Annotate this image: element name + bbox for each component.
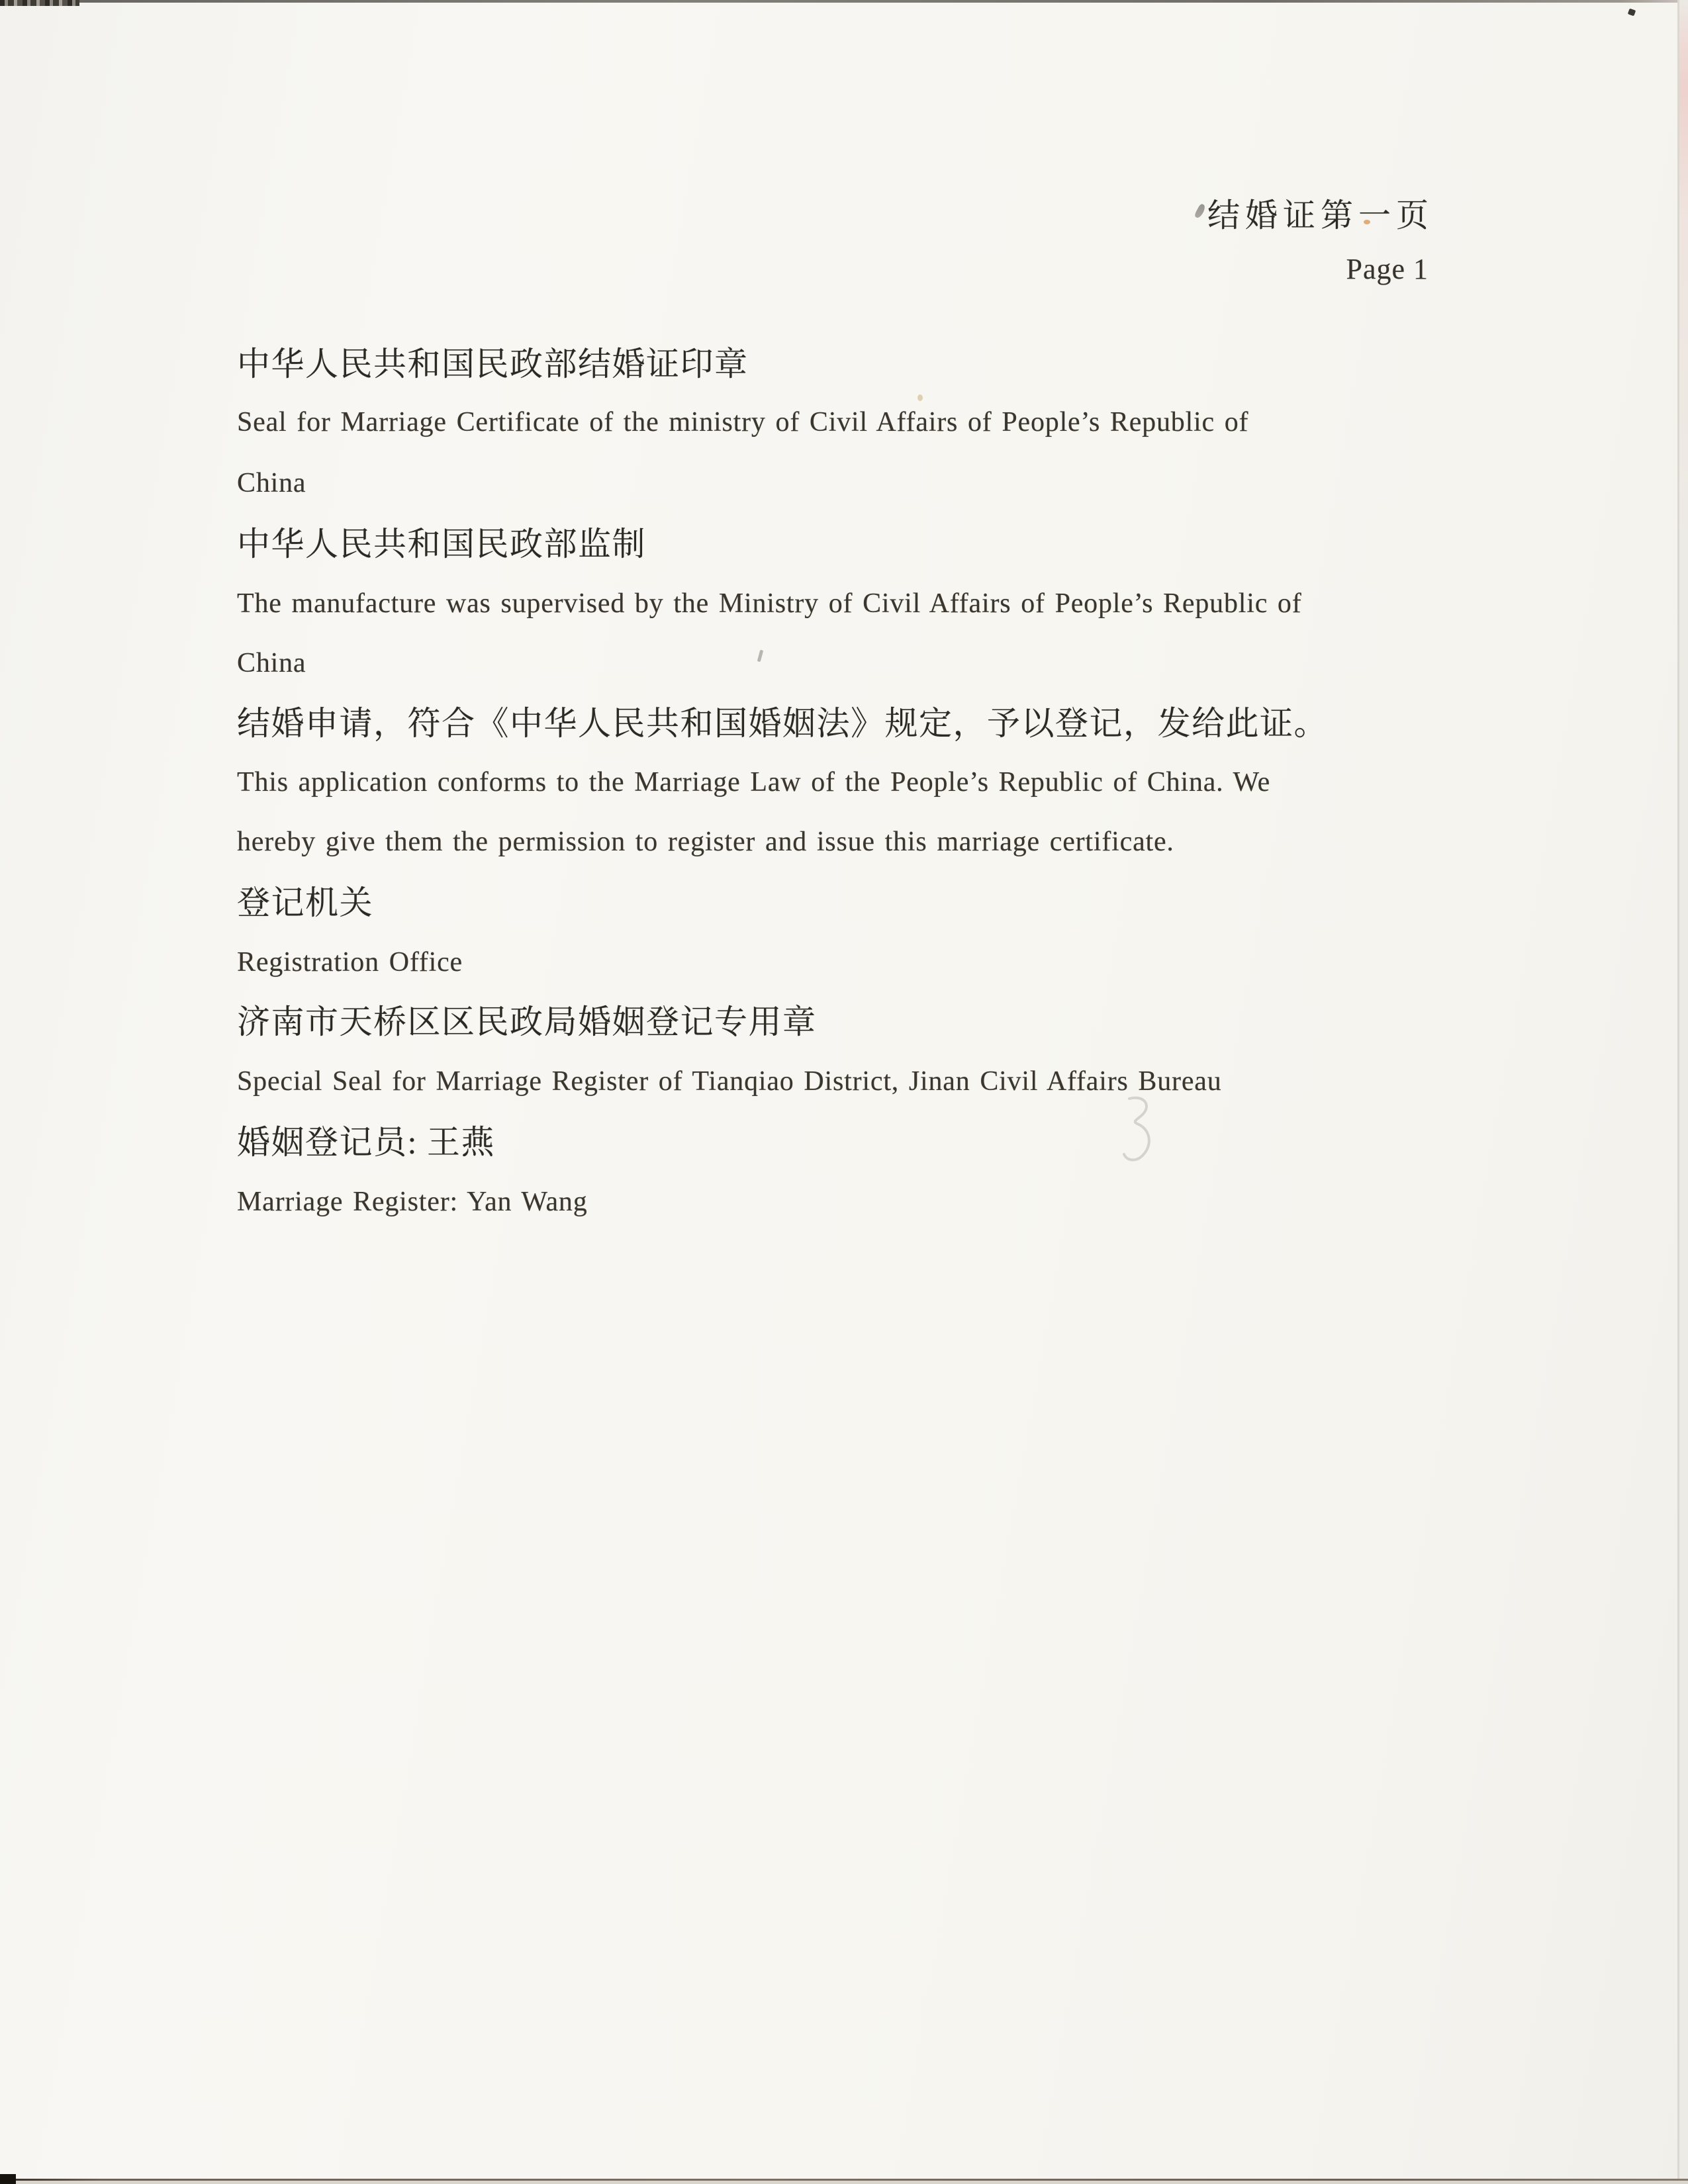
page-header-title-cjk: 结婚证第一页 xyxy=(1207,197,1434,234)
scan-artifact-speck xyxy=(1628,9,1636,17)
line-supervision-zh: 中华人民共和国民政部监制 xyxy=(237,525,646,563)
scan-artifact-bottom-strip xyxy=(0,2181,1688,2184)
line-approval-zh: 结婚申请，符合《中华人民共和国婚姻法》规定，予以登记，发给此证。 xyxy=(237,705,1328,742)
scan-artifact-ink-tick xyxy=(1194,203,1206,219)
line-registrar-zh: 婚姻登记员: 王燕 xyxy=(237,1124,495,1161)
pencil-squiggle-mark xyxy=(1117,1093,1157,1166)
page-number-label: Page 1 xyxy=(1346,253,1429,285)
line-seal-title-en-1: Seal for Marriage Certificate of the ministry of Civil Affairs of People’s Republic of xyxy=(237,407,1249,437)
line-supervision-en-2: China xyxy=(237,648,306,678)
line-special-seal-en: Special Seal for Marriage Register of Tianqiao District, Jinan Civil Affairs Bureau xyxy=(237,1066,1222,1097)
scan-artifact-small-tick xyxy=(757,650,763,662)
line-registration-office-zh: 登记机关 xyxy=(237,884,373,921)
page-header xyxy=(1207,197,1434,285)
scan-artifact-right-strip xyxy=(1679,0,1688,2184)
line-seal-title-zh: 中华人民共和国民政部结婚证印章 xyxy=(237,345,749,383)
line-registration-office-en: Registration Office xyxy=(237,947,463,978)
line-approval-en-2: hereby give them the permission to register and issue this marriage certificate. xyxy=(237,827,1174,857)
line-special-seal-zh: 济南市天桥区区民政局婚姻登记专用章 xyxy=(237,1003,817,1040)
scan-artifact-top-left-noise xyxy=(0,0,79,6)
line-registrar-en: Marriage Register: Yan Wang xyxy=(237,1187,588,1217)
line-supervision-en-1: The manufacture was supervised by the Ministry of Civil Affairs of People’s Republic of xyxy=(237,588,1302,619)
line-seal-title-en-2: China xyxy=(237,468,306,498)
scan-artifact-tan-speck xyxy=(917,394,923,401)
scan-artifact-bottom-left-mark xyxy=(0,2174,16,2184)
line-approval-en-1: This application conforms to the Marriage Law of the People’s Republic of China. We xyxy=(237,767,1271,797)
scan-artifact-top-edge xyxy=(0,0,1688,3)
